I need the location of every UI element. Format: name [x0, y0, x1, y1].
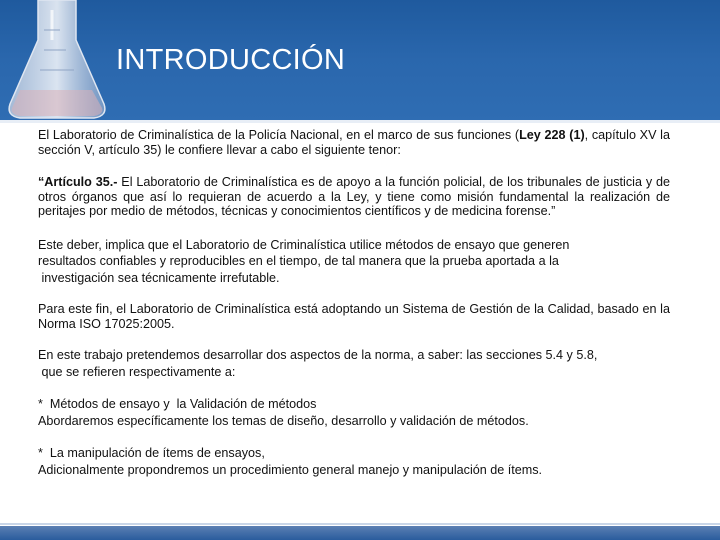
paragraph-quality-system — [38, 302, 677, 331]
paragraph-duty — [38, 237, 670, 287]
paragraph-text: Para este fin, el Laboratorio de Criminalística está adoptando un Sistema de Gestión de la Calidad, basado en la Norma ISO 17025:2005. — [38, 302, 677, 331]
law-citation: Ley 228 (1) — [519, 128, 585, 142]
paragraph-line: Abordaremos específicamente los temas de diseño, desarrollo y validación de métodos. — [38, 413, 529, 428]
slide-header — [0, 0, 720, 120]
paragraph-text: , capítulo XV la sección V, artículo 35) le confiere llevar a cabo el siguiente tenor: — [38, 128, 670, 157]
paragraph-methods — [38, 396, 670, 429]
paragraph-line: investigación sea técnicamente irrefutable. — [38, 270, 280, 285]
paragraph-scope — [38, 347, 670, 380]
paragraph-line: resultados confiables y reproducibles en el tiempo, de tal manera que la prueba aportada a la — [38, 254, 559, 268]
paragraph-text: El Laboratorio de Criminalística de la Policía Nacional, en el marco de sus funciones ( — [38, 128, 520, 142]
article-heading: “Artículo 35.- — [38, 175, 118, 189]
paragraph-article-35 — [38, 175, 670, 219]
laboratory-flask-icon — [0, 0, 110, 120]
bullet-line: * Métodos de ensayo y la Validación de métodos — [38, 397, 317, 411]
slide-title: INTRODUCCIÓN — [116, 44, 346, 76]
footer-divider — [0, 523, 720, 525]
header-divider — [0, 120, 720, 123]
paragraph-law-reference — [38, 128, 670, 157]
paragraph-line: En este trabajo pretendemos desarrollar dos aspectos de la norma, a saber: las secciones 5.4 y 5.8, — [38, 348, 598, 362]
paragraph-line: Adicionalmente propondremos un procedimiento general manejo y manipulación de ítems. — [38, 462, 543, 477]
slide-body — [38, 128, 677, 478]
paragraph-line: Este deber, implica que el Laboratorio de Criminalística utilice métodos de ensayo que generen — [38, 237, 570, 252]
paragraph-line: que se refieren respectivamente a: — [38, 364, 236, 379]
footer-bar — [0, 526, 720, 540]
bullet-line: * La manipulación de ítems de ensayos, — [38, 446, 265, 460]
paragraph-text: El Laboratorio de Criminalística es de apoyo a la función policial, de los tribunales de justicia y de otros órganos que así lo requieran de acuerdo a la Ley, y tiene como misión fundamental la realización de peritajes por medio de métodos, técnicas y conocimientos científicos y de medicina forense.” — [38, 175, 670, 218]
paragraph-items — [38, 445, 670, 478]
